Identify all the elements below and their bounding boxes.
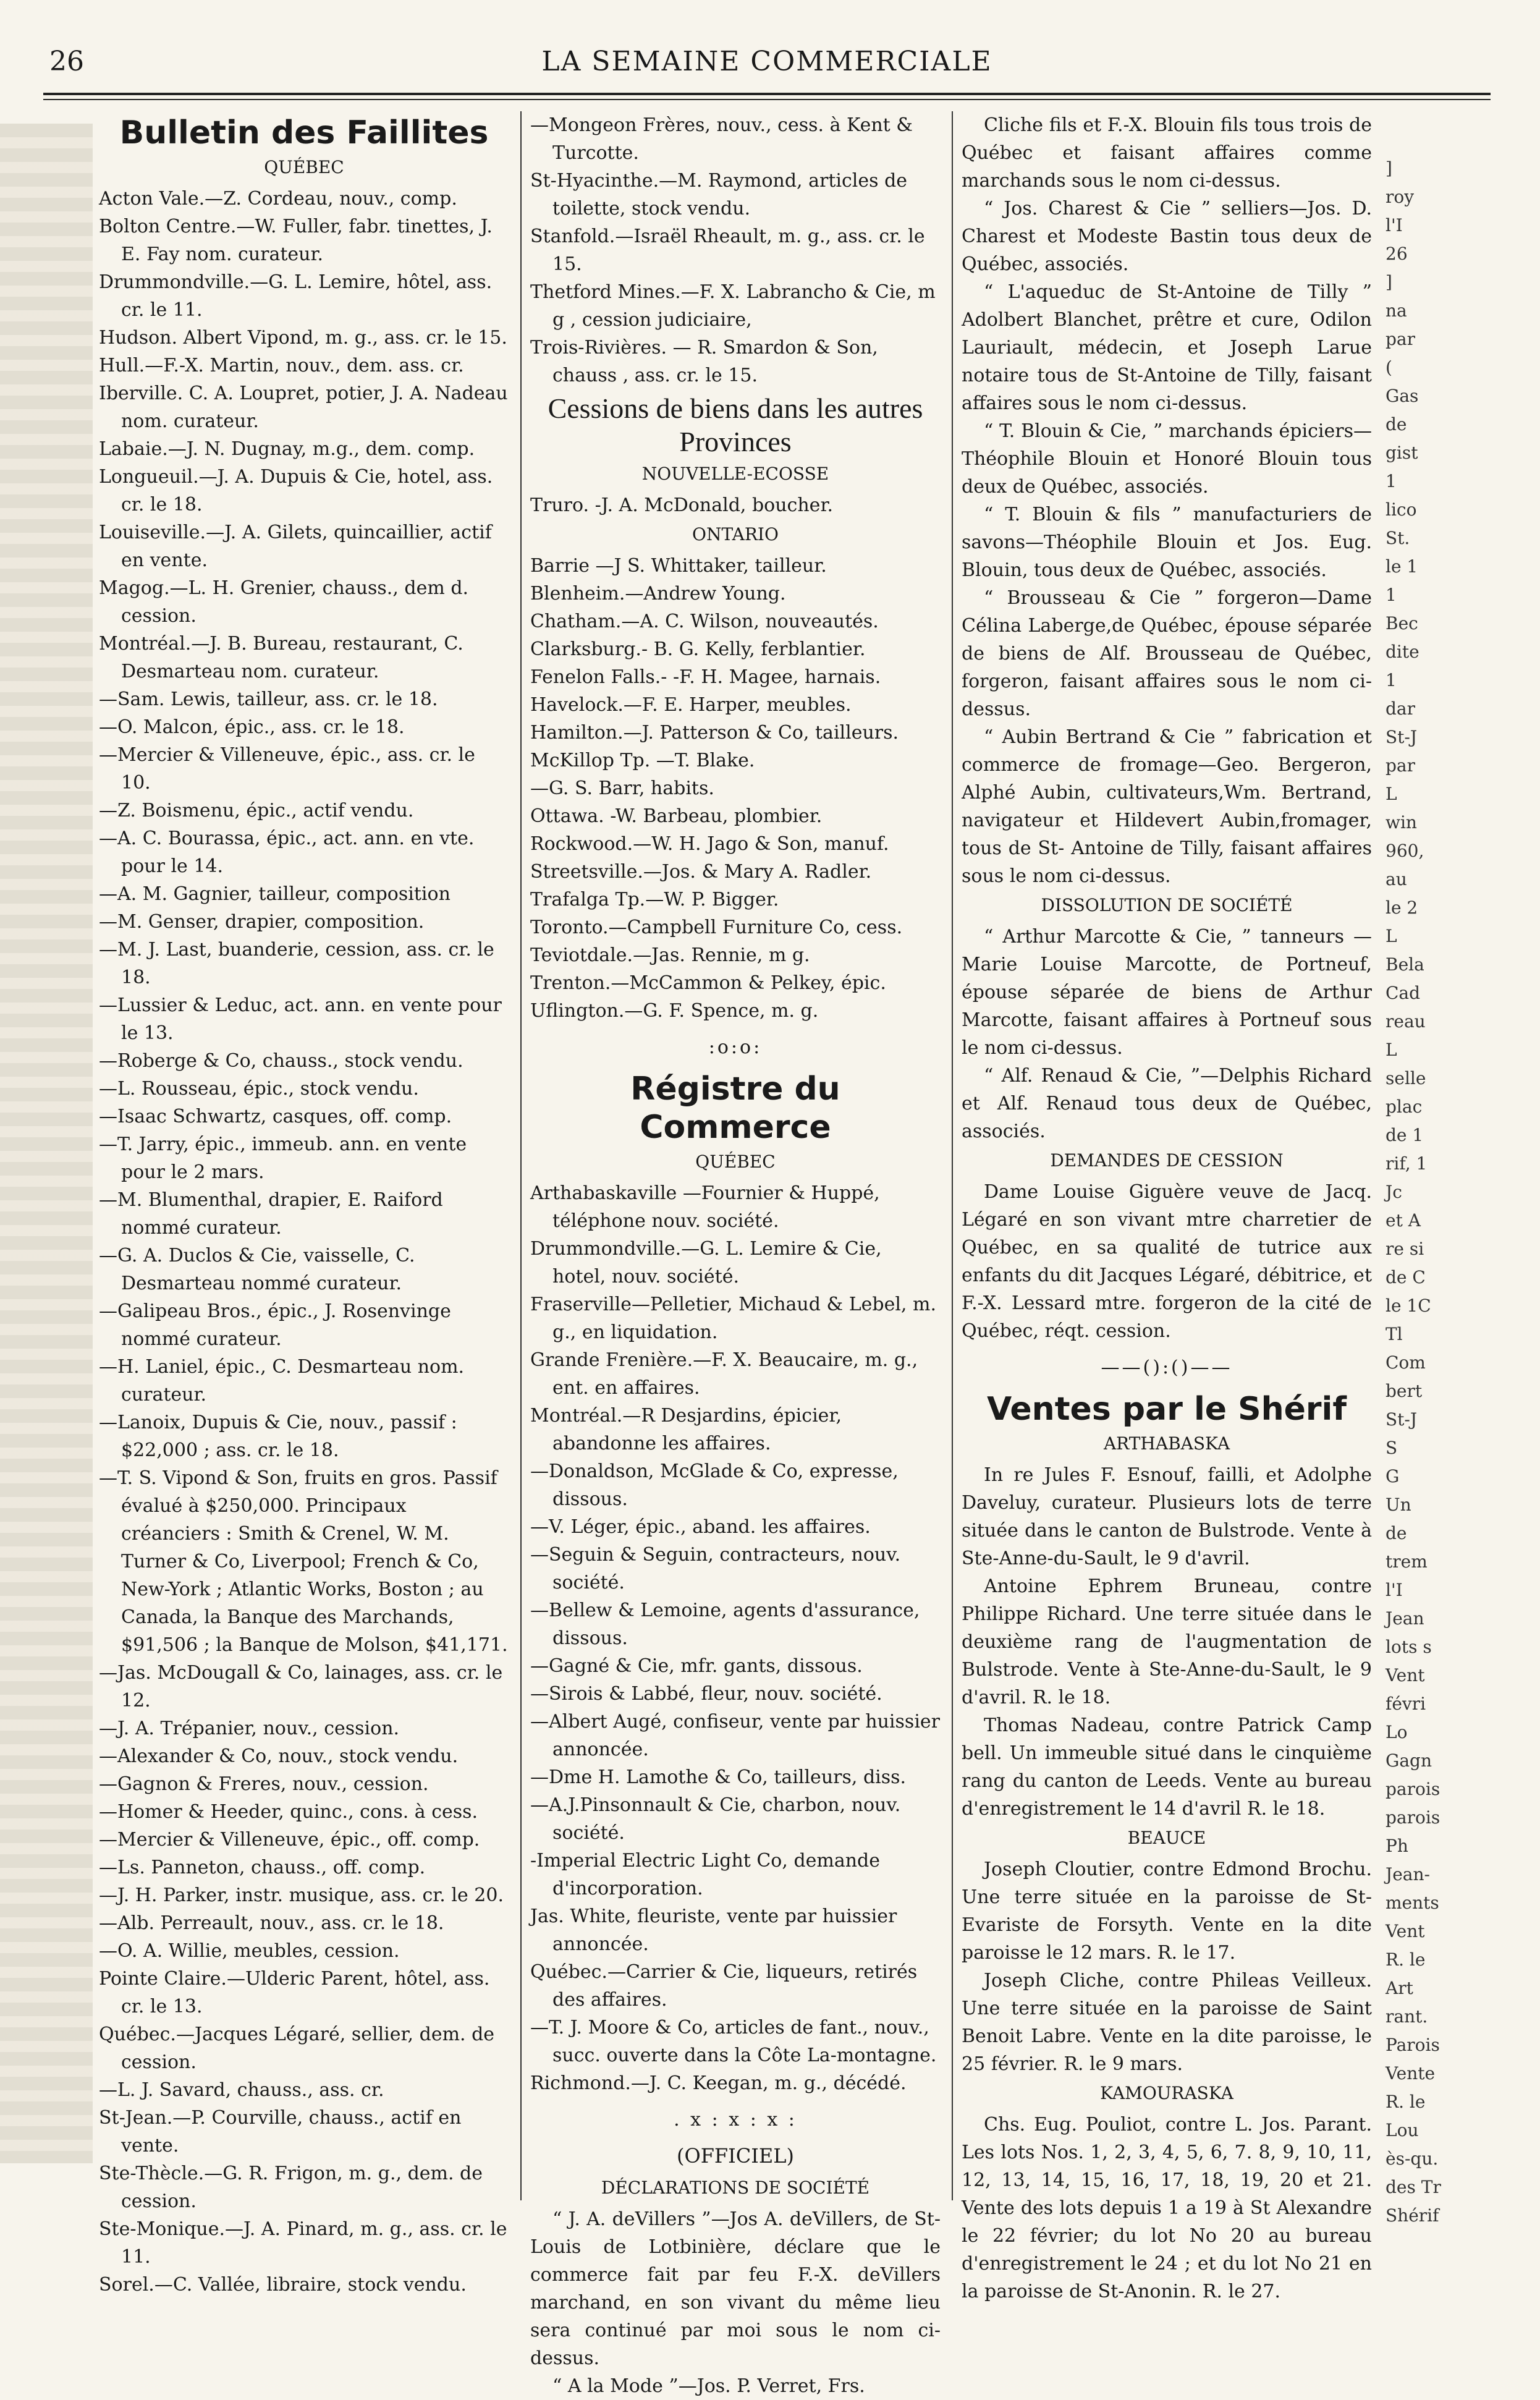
edge-fragment: Com bbox=[1386, 1352, 1426, 1373]
section-title-faillites: Bulletin des Faillites bbox=[119, 114, 489, 151]
separator: ——():()—— bbox=[1101, 1357, 1233, 1378]
edge-fragment: G bbox=[1386, 1466, 1400, 1486]
edge-fragment: rif, 1 bbox=[1386, 1153, 1428, 1174]
list-item: —O. A. Willie, meubles, cession. bbox=[99, 1940, 400, 1962]
province-heading: QUÉBEC bbox=[264, 157, 344, 177]
edge-fragment: par bbox=[1386, 755, 1416, 776]
dissolution-heading: DISSOLUTION DE SOCIÉTÉ bbox=[1041, 895, 1293, 915]
list-item: —Gagnon & Freres, nouv., cession. bbox=[99, 1773, 429, 1795]
list-item: —Galipeau Bros., épic., J. Rosenvinge nommé curateur. bbox=[99, 1300, 451, 1350]
list-item: —V. Léger, épic., aband. les affaires. bbox=[530, 1516, 871, 1538]
edge-fragment: ] bbox=[1386, 158, 1392, 179]
edge-fragment: Bela bbox=[1386, 954, 1424, 975]
list-item: —Alexander & Co, nouv., stock vendu. bbox=[99, 1745, 459, 1767]
paragraph: “ A la Mode ”—Jos. P. Verret, Frs. bbox=[552, 2375, 865, 2397]
list-item: Trois-Rivières. — R. Smardon & Son, chauss , ass. cr. le 15. bbox=[530, 337, 878, 386]
list-item: Montréal.—J. B. Bureau, restaurant, C. Desmarteau nom. curateur. bbox=[99, 633, 463, 682]
arthabaska-list bbox=[962, 1461, 1372, 1823]
province-heading: ONTARIO bbox=[692, 524, 779, 545]
list-item: —A.J.Pinsonnault & Cie, charbon, nouv. société. bbox=[530, 1794, 901, 1844]
edge-fragment: St-J bbox=[1386, 727, 1418, 747]
edge-fragment: L bbox=[1386, 1040, 1397, 1060]
list-item: —O. Malcon, épic., ass. cr. le 18. bbox=[99, 716, 405, 738]
list-item: Trenton.—McCammon & Pelkey, épic. bbox=[530, 972, 886, 994]
list-item: —M. Blumenthal, drapier, E. Raiford nommé curateur. bbox=[99, 1189, 443, 1239]
list-item: —M. J. Last, buanderie, cession, ass. cr. le 18. bbox=[99, 939, 494, 988]
separator: :o:o: bbox=[708, 1037, 763, 1058]
list-item: Thetford Mines.—F. X. Labrancho & Cie, m g , cession judiciaire, bbox=[530, 281, 936, 331]
edge-fragment: plac bbox=[1386, 1096, 1423, 1117]
list-item: —T. S. Vipond & Son, fruits en gros. Passif évalué à $250,000. Principaux créanciers : Smith & Crenel, W. M. Turner & Co, Liverpool; French & Co, New-York ; Atlantic Works, Boston ; au Canada, la Banque des Marchands, $91,506 ; la Banque de Molson, $41,171. bbox=[99, 1467, 508, 1656]
list-item: Labaie.—J. N. Dugnay, m.g., dem. comp. bbox=[99, 438, 475, 460]
edge-fragment: 1 bbox=[1386, 471, 1397, 491]
list-item: —A. C. Bourassa, épic., act. ann. en vte. pour le 14. bbox=[99, 828, 475, 877]
edge-fragment: Art bbox=[1386, 1978, 1413, 1998]
list-item: —A. M. Gagnier, tailleur, composition bbox=[99, 883, 451, 905]
edge-fragment: de bbox=[1386, 414, 1407, 435]
list-item: Clarksburg.- B. G. Kelly, ferblantier. bbox=[530, 638, 866, 660]
adjacent-page-fragment-left bbox=[0, 124, 93, 2163]
list-item: —Jas. McDougall & Co, lainages, ass. cr. le 12. bbox=[99, 1662, 503, 1711]
paragraph: “ Jos. Charest & Cie ” selliers—Jos. D. Charest et Modeste Bastin tous deux de Québec, associés. bbox=[962, 198, 1372, 275]
list-item: Barrie —J S. Whittaker, tailleur. bbox=[530, 555, 827, 577]
edge-fragment: na bbox=[1386, 300, 1407, 321]
paragraph: Joseph Cloutier, contre Edmond Brochu. Une terre située en la paroisse de St-Evariste de Forsyth. Vente en la dite paroisse le 12 mars. R. le 17. bbox=[962, 1859, 1372, 1964]
list-item: -Imperial Electric Light Co, demande d'incorporation. bbox=[530, 1850, 881, 1899]
list-item: St-Hyacinthe.—M. Raymond, articles de toilette, stock vendu. bbox=[530, 170, 908, 219]
edge-fragment: le 1C bbox=[1386, 1295, 1431, 1316]
edge-fragment: roy bbox=[1386, 187, 1415, 207]
article-columns bbox=[99, 111, 1372, 2397]
list-item: Toronto.—Campbell Furniture Co, cess. bbox=[530, 917, 903, 938]
list-item: Acton Vale.—Z. Cordeau, nouv., comp. bbox=[99, 188, 457, 210]
list-item: —L. Rousseau, épic., stock vendu. bbox=[99, 1078, 419, 1100]
edge-fragment: lots s bbox=[1386, 1637, 1432, 1657]
list-item: Ste-Monique.—J. A. Pinard, m. g., ass. cr. le 11. bbox=[99, 2218, 507, 2268]
list-item: —Donaldson, McGlade & Co, expresse, dissous. bbox=[530, 1461, 899, 1510]
province-heading: QUÉBEC bbox=[695, 1151, 776, 1172]
edge-fragment: l'I bbox=[1386, 1580, 1403, 1600]
edge-fragment: Tl bbox=[1386, 1324, 1403, 1344]
list-item: —G. A. Duclos & Cie, vaisselle, C. Desmarteau nommé curateur. bbox=[99, 1245, 415, 1294]
edge-fragment: Bec bbox=[1386, 613, 1418, 634]
list-item: —L. J. Savard, chauss., ass. cr. bbox=[99, 2079, 384, 2101]
district-heading: KAMOURASKA bbox=[1100, 2083, 1233, 2103]
page-header bbox=[43, 37, 1491, 87]
list-item: Chatham.—A. C. Wilson, nouveautés. bbox=[530, 611, 879, 632]
edge-fragment: Vent bbox=[1386, 1921, 1425, 1941]
edge-fragment: Gas bbox=[1386, 386, 1419, 406]
edge-fragment: L bbox=[1386, 784, 1397, 804]
paragraph: Joseph Cliche, contre Phileas Veilleux. Une terre située en la paroisse de Saint Benoit Labre. Vente en la dite paroisse, le 25 février. R. le 9 mars. bbox=[962, 1970, 1372, 2075]
demandes-heading: DEMANDES DE CESSION bbox=[1050, 1150, 1284, 1171]
edge-fragment: re si bbox=[1386, 1239, 1424, 1259]
list-item: —Dme H. Lamothe & Co, tailleurs, diss. bbox=[530, 1766, 907, 1788]
column-1 bbox=[99, 111, 509, 2296]
edge-fragment: de 1 bbox=[1386, 1125, 1424, 1145]
column-2 bbox=[520, 111, 941, 2397]
edge-fragment: Jean- bbox=[1386, 1864, 1430, 1885]
edge-fragment: ( bbox=[1386, 357, 1392, 378]
edge-fragment: gist bbox=[1386, 443, 1418, 463]
edge-fragment: ments bbox=[1386, 1893, 1439, 1913]
list-item: —M. Genser, drapier, composition. bbox=[99, 911, 425, 933]
list-item: Québec.—Carrier & Cie, liqueurs, retirés des affaires. bbox=[530, 1961, 918, 2011]
edge-fragment: parois bbox=[1386, 1807, 1441, 1828]
list-item: Ste-Thècle.—G. R. Frigon, m. g., dem. de cession. bbox=[99, 2163, 483, 2212]
list-item: Drummondville.—G. L. Lemire, hôtel, ass. cr. le 11. bbox=[99, 271, 493, 321]
paragraph: “ T. Blouin & fils ” manufacturiers de savons—Théophile Blouin et Jos. Eug. Blouin, tous deux de Québec, associés. bbox=[962, 504, 1372, 581]
paragraph: “ T. Blouin & Cie, ” marchands épiciers—Théophile Blouin et Honoré Blouin tous deux de Québec, associés. bbox=[962, 420, 1372, 498]
list-item: Grande Frenière.—F. X. Beaucaire, m. g., ent. en affaires. bbox=[530, 1349, 918, 1399]
list-item: —Sirois & Labbé, fleur, nouv. société. bbox=[530, 1683, 882, 1705]
declarations-list bbox=[530, 2205, 941, 2400]
dissolution-list bbox=[962, 923, 1372, 1145]
column-3 bbox=[952, 111, 1372, 2302]
list-item: —Z. Boismenu, épic., actif vendu. bbox=[99, 800, 414, 821]
paragraph: Thomas Nadeau, contre Patrick Camp bell. Un immeuble situé dans le cinquième rang du canton de Leeds. Vente au bureau d'enregistrement le 14 d'avril R. le 18. bbox=[962, 1715, 1372, 1820]
nova-scotia-list bbox=[530, 491, 941, 519]
section-title-registre: Régistre du Commerce bbox=[630, 1071, 840, 1146]
list-item: Havelock.—F. E. Harper, meubles. bbox=[530, 694, 852, 716]
list-item: Jas. White, fleuriste, vente par huissier annoncée. bbox=[530, 1906, 897, 1955]
faillites-list bbox=[99, 185, 509, 2299]
list-item: Montréal.—R Desjardins, épicier, abandonne les affaires. bbox=[530, 1405, 842, 1454]
edge-fragment: 960, bbox=[1386, 841, 1424, 861]
edge-fragment: au bbox=[1386, 869, 1407, 889]
edge-fragment: Vent bbox=[1386, 1665, 1425, 1686]
edge-fragment: Lou bbox=[1386, 2120, 1419, 2140]
edge-fragment: bert bbox=[1386, 1381, 1423, 1401]
list-item: Ottawa. -W. Barbeau, plombier. bbox=[530, 805, 823, 827]
edge-fragment: R. le bbox=[1386, 1949, 1426, 1970]
list-item: Blenheim.—Andrew Young. bbox=[530, 583, 786, 604]
list-item: Hull.—F.-X. Martin, nouv., dem. ass. cr. bbox=[99, 355, 464, 376]
declarations-heading: DÉCLARATIONS DE SOCIÉTÉ bbox=[601, 2177, 870, 2198]
list-item: —Albert Augé, confiseur, vente par huissier annoncée. bbox=[530, 1711, 941, 1760]
list-item: —T. J. Moore & Co, articles de fant., nouv., succ. ouverte dans la Côte La-montagne. bbox=[530, 2017, 937, 2066]
list-item: —Roberge & Co, chauss., stock vendu. bbox=[99, 1050, 463, 1072]
list-item: —Gagné & Cie, mfr. gants, dissous. bbox=[530, 1655, 863, 1677]
edge-fragment: le 1 bbox=[1386, 556, 1418, 577]
list-item: —Alb. Perreault, nouv., ass. cr. le 18. bbox=[99, 1912, 444, 1934]
edge-fragment: de C bbox=[1386, 1267, 1426, 1287]
list-item: Arthabaskaville —Fournier & Huppé, téléphone nouv. société. bbox=[530, 1182, 880, 1232]
list-item: Louiseville.—J. A. Gilets, quincaillier, actif en vente. bbox=[99, 522, 492, 571]
list-item: —J. A. Trépanier, nouv., cession. bbox=[99, 1718, 400, 1739]
page-title: LA SEMAINE COMMERCIALE bbox=[541, 46, 992, 77]
list-item: Longueuil.—J. A. Dupuis & Cie, hotel, ass. cr. le 18. bbox=[99, 466, 493, 515]
edge-fragment: lico bbox=[1386, 499, 1417, 520]
edge-fragment: Parois bbox=[1386, 2035, 1440, 2055]
list-item: McKillop Tp. —T. Blake. bbox=[530, 750, 755, 771]
paragraph: Cliche fils et F.-X. Blouin fils tous trois de Québec et faisant affaires comme marchands sous le nom ci-dessus. bbox=[962, 114, 1372, 192]
list-item: Teviotdale.—Jas. Rennie, m g. bbox=[530, 944, 810, 966]
edge-fragment: reau bbox=[1386, 1011, 1426, 1032]
edge-fragment: de bbox=[1386, 1523, 1407, 1543]
paragraph: Chs. Eug. Pouliot, contre L. Jos. Parant. Les lots Nos. 1, 2, 3, 4, 5, 6, 7. 8, 9, 10, 11, 12, 13, 14, 15, 16, 17, 18, 19, 20 et 21. Vente des lots depuis 1 a 19 à St Alexandre le 22 février; du lot No 20 au bureau d'enregistrement le 24 ; et du lot No 21 en la paroisse de St-Anonin. R. le 27. bbox=[962, 2114, 1372, 2302]
edge-fragment: Gagn bbox=[1386, 1750, 1432, 1771]
list-item: —Isaac Schwartz, casques, off. comp. bbox=[99, 1106, 452, 1127]
kamouraska-list bbox=[962, 2111, 1372, 2305]
edge-fragment: Jean bbox=[1386, 1608, 1424, 1629]
list-item: Sorel.—C. Vallée, libraire, stock vendu. bbox=[99, 2274, 467, 2296]
edge-fragment: win bbox=[1386, 812, 1417, 833]
list-item: —Bellew & Lemoine, agents d'assurance, dissous. bbox=[530, 1600, 920, 1649]
edge-fragment: St. bbox=[1386, 528, 1410, 548]
list-item: —Seguin & Seguin, contracteurs, nouv. société. bbox=[530, 1544, 901, 1593]
list-item: Richmond.—J. C. Keegan, m. g., décédé. bbox=[530, 2072, 907, 2094]
edge-fragment: des Tr bbox=[1386, 2177, 1441, 2197]
list-item: Fraserville—Pelletier, Michaud & Lebel, m. g., en liquidation. bbox=[530, 1294, 936, 1343]
edge-fragment: Ph bbox=[1386, 1836, 1408, 1856]
list-item: Streetsville.—Jos. & Mary A. Radler. bbox=[530, 861, 872, 883]
edge-fragment: le 2 bbox=[1386, 897, 1418, 918]
edge-fragment: R. le bbox=[1386, 2092, 1426, 2112]
edge-fragment: L bbox=[1386, 926, 1397, 946]
declarations-continued bbox=[962, 111, 1372, 890]
list-item: —Ls. Panneton, chauss., off. comp. bbox=[99, 1857, 426, 1878]
paragraph: Dame Louise Giguère veuve de Jacq. Légaré en son vivant mtre charretier de Québec, en sa qualité de tutrice aux enfants du dit Jacques Légaré, débitrice, et F.-X. Lessard mtre. forgeron de la cité de Québec, réqt. cession. bbox=[962, 1181, 1372, 1342]
edge-fragment: Cad bbox=[1386, 983, 1421, 1003]
edge-fragment: Lo bbox=[1386, 1722, 1408, 1742]
paragraph: “ Brousseau & Cie ” forgeron—Dame Célina Laberge,de Québec, épouse séparée de biens de Alf. Brousseau de Québec, forgeron, faisant affaires sous le nom ci-dessus. bbox=[962, 587, 1372, 720]
province-heading: NOUVELLE-ECOSSE bbox=[641, 464, 829, 484]
section-title-ventes: Ventes par le Shérif bbox=[987, 1391, 1347, 1428]
list-item: Bolton Centre.—W. Fuller, fabr. tinettes, J. E. Fay nom. curateur. bbox=[99, 216, 493, 265]
list-item: Trafalga Tp.—W. P. Bigger. bbox=[530, 889, 779, 910]
list-item: Fenelon Falls.- -F. H. Magee, harnais. bbox=[530, 666, 881, 688]
list-item: —G. S. Barr, habits. bbox=[530, 778, 714, 799]
list-item: Iberville. C. A. Loupret, potier, J. A. Nadeau nom. curateur. bbox=[99, 383, 508, 432]
edge-fragment: 1 bbox=[1386, 585, 1397, 605]
list-item: Stanfold.—Israël Rheault, m. g., ass. cr. le 15. bbox=[530, 226, 925, 275]
edge-fragment: Vente bbox=[1386, 2063, 1436, 2084]
list-item: Hudson. Albert Vipond, m. g., ass. cr. le 15. bbox=[99, 327, 507, 349]
list-item: St-Jean.—P. Courville, chauss., actif en vente. bbox=[99, 2107, 462, 2156]
edge-fragment: trem bbox=[1386, 1551, 1428, 1572]
edge-fragment: selle bbox=[1386, 1068, 1426, 1088]
paragraph: “ L'aqueduc de St-Antoine de Tilly ” Adolbert Blanchet, prêtre et cure, Odilon Lauriault, médecin, et Joseph Larue notaire tous de St-Antoine de Tilly, faisant affaires sous le nom ci-dessus. bbox=[962, 281, 1372, 414]
edge-fragment: févri bbox=[1386, 1694, 1426, 1714]
list-item: —Lussier & Leduc, act. ann. en vente pour le 13. bbox=[99, 994, 502, 1044]
district-heading: BEAUCE bbox=[1127, 1828, 1206, 1848]
registre-list bbox=[530, 1179, 941, 2097]
list-item: Magog.—L. H. Grenier, chauss., dem d. cession. bbox=[99, 577, 469, 627]
edge-fragment: ] bbox=[1386, 272, 1392, 292]
edge-fragment: Un bbox=[1386, 1495, 1411, 1515]
list-item: Rockwood.—W. H. Jago & Son, manuf. bbox=[530, 833, 889, 855]
list-item: —Lanoix, Dupuis & Cie, nouv., passif : $22,000 ; ass. cr. le 18. bbox=[99, 1412, 457, 1461]
paragraph: “ J. A. deVillers ”—Jos A. deVillers, de St-Louis de Lotbinière, déclare que le commerce fait par feu F.-X. deVillers marchand, en son vivant du même lieu sera continué par moi sous le nom ci-dessus. bbox=[530, 2208, 941, 2369]
paragraph: “ Arthur Marcotte & Cie, ” tanneurs —Marie Louise Marcotte, de Portneuf, épouse séparée de biens de Arthur Marcotte, faisant affaires à Portneuf sous le nom ci-dessus. bbox=[962, 926, 1372, 1059]
edge-fragment: et A bbox=[1386, 1210, 1421, 1231]
list-item: Truro. -J. A. McDonald, boucher. bbox=[530, 494, 834, 516]
list-item: Uflington.—G. F. Spence, m. g. bbox=[530, 1000, 819, 1022]
officiel-label: (OFFICIEL) bbox=[677, 2144, 794, 2168]
list-item: —Mercier & Villeneuve, épic., ass. cr. le 10. bbox=[99, 744, 475, 794]
list-item: —H. Laniel, épic., C. Desmarteau nom. curateur. bbox=[99, 1356, 465, 1406]
section-title-cessions: Cessions de biens dans les autres Provinces bbox=[548, 392, 923, 457]
edge-fragment: 26 bbox=[1386, 244, 1408, 264]
list-item: Drummondville.—G. L. Lemire & Cie, hotel, nouv. société. bbox=[530, 1238, 882, 1287]
edge-fragment: l'I bbox=[1386, 215, 1403, 235]
list-item: Pointe Claire.—Ulderic Parent, hôtel, ass. cr. le 13. bbox=[99, 1968, 490, 2017]
district-heading: ARTHABASKA bbox=[1103, 1433, 1230, 1454]
list-item: —Homer & Heeder, quinc., cons. à cess. bbox=[99, 1801, 478, 1823]
list-item: —T. Jarry, épic., immeub. ann. en vente pour le 2 mars. bbox=[99, 1134, 467, 1183]
edge-fragment: 1 bbox=[1386, 670, 1397, 690]
faillites-list-continued bbox=[530, 111, 941, 389]
edge-fragment: ès-qu. bbox=[1386, 2148, 1439, 2169]
paragraph: In re Jules F. Esnouf, failli, et Adolphe Daveluy, curateur. Plusieurs lots de terre située dans le canton de Bulstrode. Vente à Ste-Anne-du-Sault, le 9 d'avril. bbox=[962, 1464, 1372, 1569]
separator: . x : x : x : bbox=[674, 2109, 797, 2131]
beauce-list bbox=[962, 1855, 1372, 2078]
edge-fragment: Shérif bbox=[1386, 2205, 1439, 2226]
list-item: —Mercier & Villeneuve, épic., off. comp. bbox=[99, 1829, 480, 1851]
list-item: Québec.—Jacques Légaré, sellier, dem. de cession. bbox=[99, 2024, 495, 2073]
list-item: Hamilton.—J. Patterson & Co, tailleurs. bbox=[530, 722, 899, 744]
edge-fragment: dar bbox=[1386, 698, 1416, 719]
paragraph: “ Aubin Bertrand & Cie ” fabrication et commerce de fromage—Geo. Bergeron, Alphé Aubin, cultivateurs,Wm. Bertrand, navigateur et Hildevert Aubin,fromager, tous de St- Antoine de Tilly, faisant affaires sous le nom ci-dessus. bbox=[962, 726, 1372, 887]
edge-fragment: par bbox=[1386, 329, 1416, 349]
header-rule bbox=[43, 93, 1491, 95]
page-number: 26 bbox=[49, 46, 84, 77]
ontario-list bbox=[530, 552, 941, 1025]
adjacent-page-fragment-right bbox=[1373, 155, 1540, 2226]
paragraph: “ Alf. Renaud & Cie, ”—Delphis Richard et Alf. Renaud tous deux de Québec, associés. bbox=[962, 1065, 1372, 1142]
edge-fragment: parois bbox=[1386, 1779, 1441, 1799]
edge-fragment: rant. bbox=[1386, 2006, 1428, 2027]
edge-fragment: St-J bbox=[1386, 1409, 1418, 1430]
demandes-list bbox=[962, 1178, 1372, 1345]
list-item: —Sam. Lewis, tailleur, ass. cr. le 18. bbox=[99, 689, 438, 710]
list-item: —J. H. Parker, instr. musique, ass. cr. le 20. bbox=[99, 1885, 504, 1906]
header-rule-thin bbox=[43, 99, 1491, 100]
edge-fragment: Jc bbox=[1386, 1182, 1402, 1202]
edge-fragment: dite bbox=[1386, 642, 1419, 662]
list-item: —Mongeon Frères, nouv., cess. à Kent & Turcotte. bbox=[530, 114, 913, 164]
edge-fragment: S bbox=[1386, 1438, 1398, 1458]
paragraph: Antoine Ephrem Bruneau, contre Philippe Richard. Une terre située dans le deuxième rang de l'augmentation de Bulstrode. Vente à Ste-Anne-du-Sault, le 9 d'avril. R. le 18. bbox=[962, 1575, 1372, 1708]
